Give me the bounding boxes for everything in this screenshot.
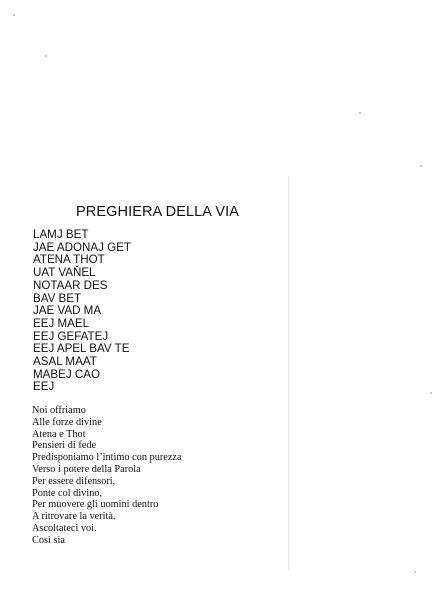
- chant-line: MABEJ CAO: [33, 367, 100, 381]
- prayer-lines: [32, 405, 182, 547]
- prayer-line: A ritrovare la verità.: [32, 511, 116, 523]
- prayer-line: Pensieri di fede: [32, 440, 97, 452]
- prayer-line: Per essere difensori,: [32, 475, 116, 487]
- chant-line: ASAL MAAT: [33, 355, 97, 369]
- scan-speck: [359, 112, 361, 114]
- prayer-line: Verso i potere della Parola: [32, 463, 141, 475]
- prayer-line: Alle forze divine: [32, 416, 102, 428]
- chant-lines: [33, 229, 131, 394]
- scan-speck: [45, 55, 47, 57]
- scan-speck: [420, 165, 422, 167]
- chant-line: ATENA THOT: [33, 253, 105, 267]
- prayer-line: Così sia: [32, 534, 65, 546]
- chant-line: EEJ: [33, 380, 55, 394]
- chant-line: NOTAAR DES: [33, 278, 108, 292]
- chant-line: EEJ MAEL: [33, 316, 90, 330]
- scan-speck: [414, 571, 416, 573]
- prayer-line: Atena e Thot: [32, 428, 86, 440]
- chant-line: UAT VAŇEL: [33, 266, 96, 280]
- chant-line: JAE VAD MA: [33, 304, 102, 318]
- chant-line: JAE ADONAJ GET: [33, 240, 131, 254]
- prayer-line: Per muovere gli uomini dentro: [32, 499, 159, 511]
- scan-speck: [13, 14, 15, 16]
- chant-line: EEJ GEFATEJ: [33, 329, 109, 343]
- prayer-line: Noi offriamo: [32, 405, 86, 416]
- chant-line: LAMJ BET: [33, 228, 89, 241]
- scan-speck: [430, 392, 432, 394]
- page-edge-line: [288, 176, 289, 570]
- chant-line: BAV BET: [33, 291, 82, 305]
- chant-line: EEJ APEL BAV TE: [33, 342, 130, 356]
- document-title: PREGHIERA DELLA VIA: [76, 204, 240, 220]
- prayer-line: Predisponiamo l’intimo con purezza: [32, 452, 182, 464]
- prayer-line: Ascoltateci voi.: [32, 522, 97, 534]
- prayer-line: Ponte col divino,: [32, 487, 103, 499]
